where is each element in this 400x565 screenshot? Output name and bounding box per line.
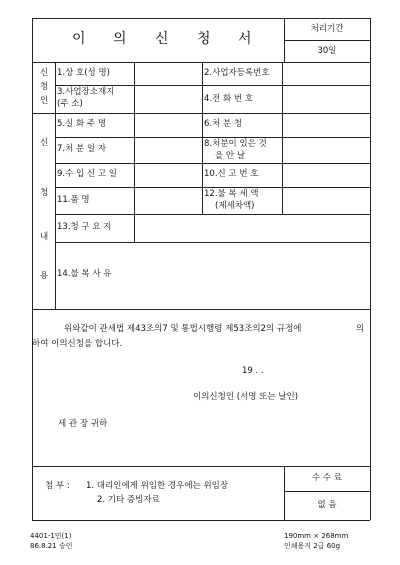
field-label-item: 11.품 명 <box>57 195 90 205</box>
field-label-owner: 5.실 화 주 명 <box>57 119 107 129</box>
statement-line-1: 위와같이 관세법 제43조의7 및 통법시행령 제53조의2의 규정에 <box>64 324 302 334</box>
fee-value: 없 음 <box>317 500 337 510</box>
paper-size: 190mm × 268mm <box>284 532 349 540</box>
approval-date: 86.8.21 승인 <box>30 542 73 550</box>
frame-bottom <box>32 520 370 521</box>
addressee: 세 관 장 귀하 <box>58 419 108 429</box>
frame-left <box>32 18 33 520</box>
field-label-disputed-tax: 12.불 복 세 액 <box>204 189 259 199</box>
field-label-disposition-date: 7.처 분 일 자 <box>57 144 107 154</box>
field-label-disposing-office: 6.처 분 청 <box>204 119 243 129</box>
attachments-label: 첨 부 : <box>45 481 70 491</box>
application-date: 19 . . <box>242 366 264 376</box>
field-label-phone: 4.전 화 번 호 <box>204 94 254 104</box>
field-label-business-reg-no: 2.사업자등록번호 <box>204 68 270 78</box>
attachment-item-1: 1. 대리인에게 위임한 경우에는 위임장 <box>86 481 229 491</box>
field-label-reason: 14.불 복 사 유 <box>57 269 112 279</box>
attachment-item-2: 2. 기타 증빙자료 <box>97 495 160 505</box>
field-label-business-address: 3.사업장소재지 <box>57 87 115 97</box>
field-label-declaration-no: 10.신 고 번 호 <box>204 169 259 179</box>
field-label-known-date: 8.처분이 있은 것 <box>204 139 267 149</box>
form-number: 4401-1민(1) <box>30 532 72 540</box>
field-label-claim: 13.청 구 요 지 <box>57 222 112 232</box>
processing-period-label: 처리기간 <box>310 24 344 34</box>
processing-period-value: 30일 <box>317 46 337 56</box>
frame-top <box>32 18 370 19</box>
paper-grade: 인쇄용지 2급 60g <box>284 542 341 550</box>
field-label-import-date: 9.수 입 신 고 일 <box>57 169 117 179</box>
fee-label: 수 수 료 <box>311 473 343 483</box>
field-label-address: (주 소) <box>57 99 83 109</box>
field-label-name: 1.상 호(성 명) <box>57 68 110 78</box>
frame-right <box>370 18 371 520</box>
signer-line: 이의신청인 (서명 또는 날인) <box>193 392 299 402</box>
statement-line-2: 하여 이의신청을 합니다. <box>32 339 123 349</box>
